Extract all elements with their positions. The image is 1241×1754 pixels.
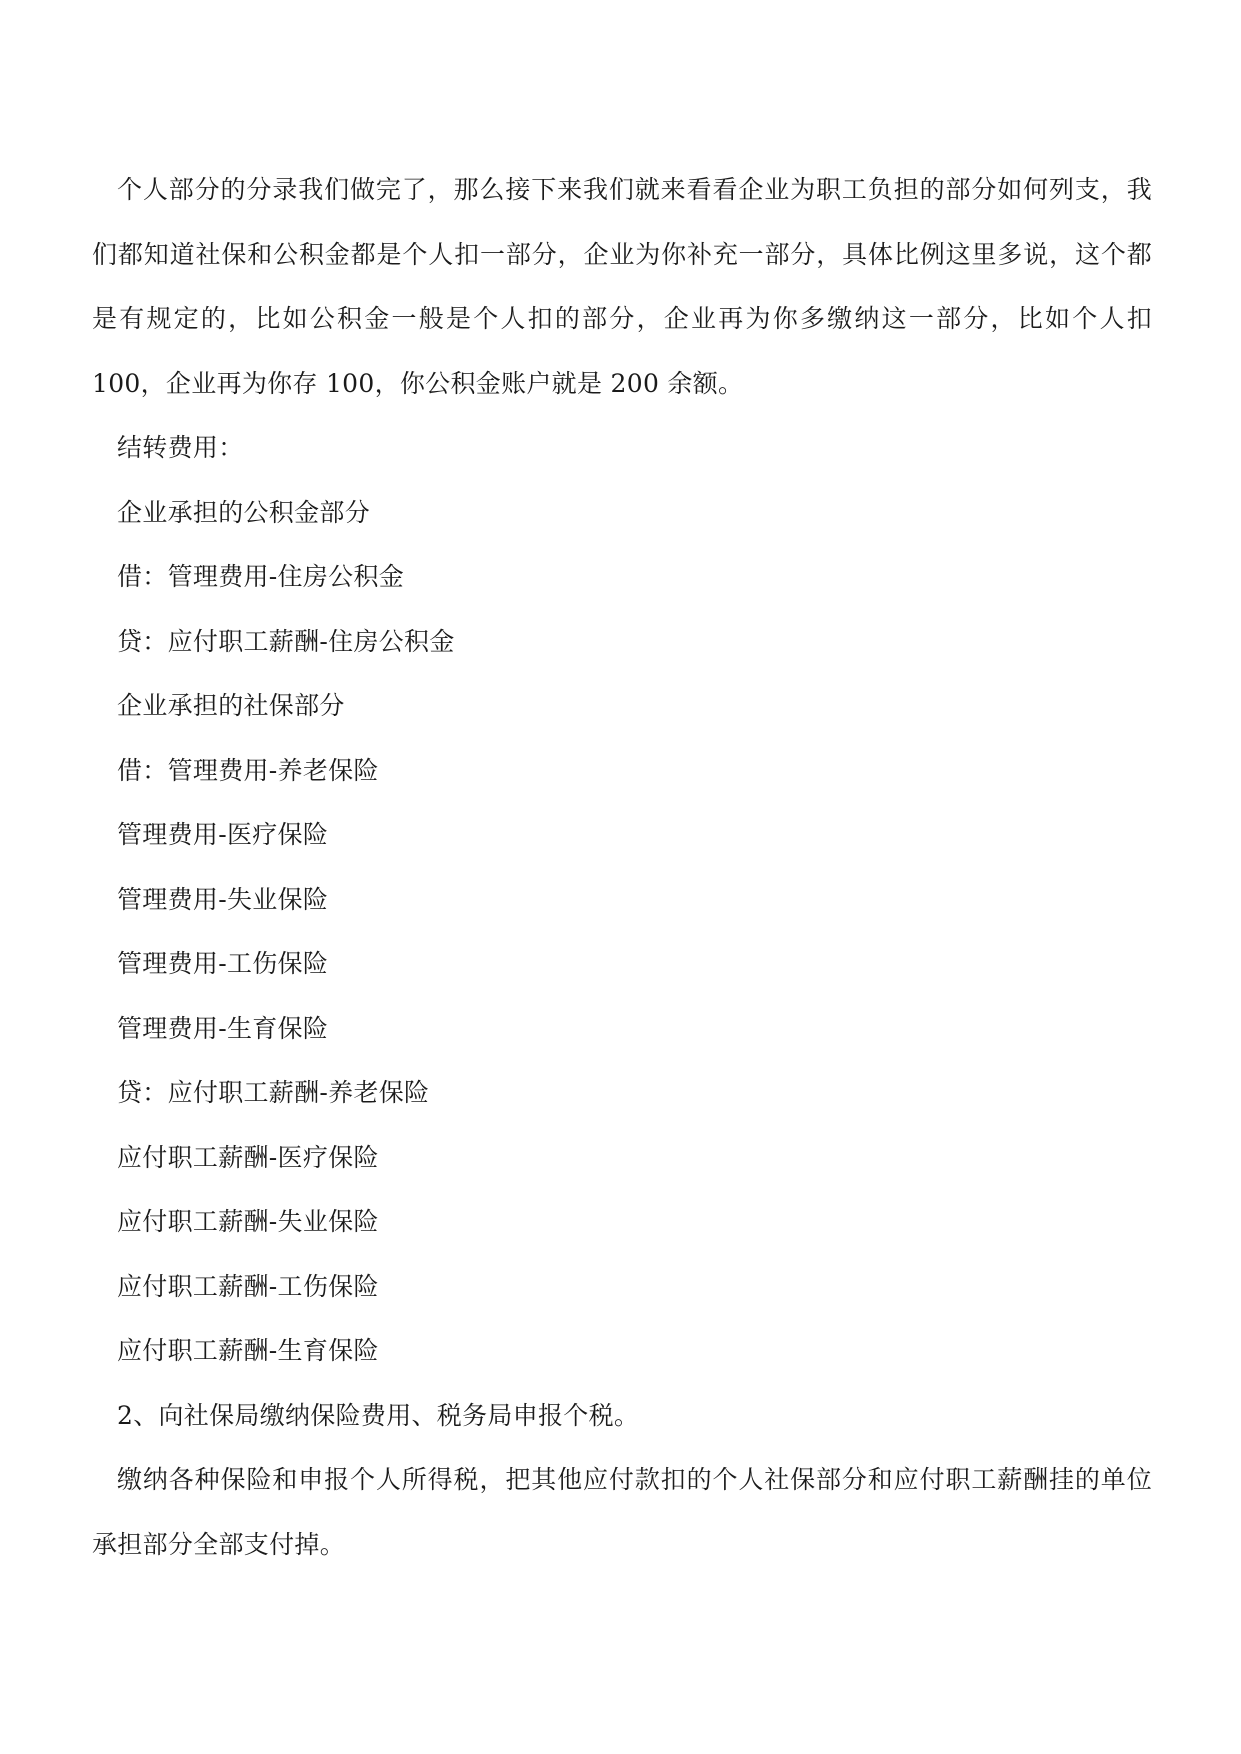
entry-debit-injury: 管理费用-工伤保险 <box>117 949 329 978</box>
entry-credit-medical: 应付职工薪酬-医疗保险 <box>117 1142 379 1172</box>
entry-credit-housing-fund: 贷：应付职工薪酬-住房公积金 <box>117 626 455 656</box>
entry-credit-pension: 贷：应付职工薪酬-养老保险 <box>117 1078 430 1107</box>
entry-debit-medical: 管理费用-医疗保险 <box>117 820 329 849</box>
entry-credit-maternity: 应付职工薪酬-生育保险 <box>117 1336 379 1365</box>
document-page <box>92 158 1152 1577</box>
heading-transfer-expenses: 结转费用： <box>117 433 244 462</box>
subheading-social-insurance: 企业承担的社保部分 <box>117 691 345 720</box>
section-heading-payment: 2、向社保局缴纳保险费用、税务局申报个税。 <box>117 1400 640 1430</box>
final-paragraph: 缴纳各种保险和申报个人所得税，把其他应付款扣的个人社保部分和应付职工薪酬挂的单位承担部分全部支付掉。 <box>92 1465 1152 1559</box>
subheading-housing-fund: 企业承担的公积金部分 <box>117 497 371 527</box>
entry-debit-maternity: 管理费用-生育保险 <box>117 1013 329 1043</box>
entry-debit-pension: 借：管理费用-养老保险 <box>117 755 379 785</box>
entry-debit-unemployment: 管理费用-失业保险 <box>117 884 329 914</box>
entry-credit-unemployment: 应付职工薪酬-失业保险 <box>117 1207 379 1236</box>
entry-credit-injury: 应付职工薪酬-工伤保险 <box>117 1271 379 1301</box>
intro-paragraph: 个人部分的分录我们做完了，那么接下来我们就来看看企业为职工负担的部分如何列支，我们都知道社保和公积金都是个人扣一部分，企业为你补充一部分，具体比例这里多说，这个都是有规定的，比如公积金一般是个人扣的部分，企业再为你多缴纳这一部分，比如个人扣 100，企业再为你存 100，你公积金账户就是 200 余额。 <box>92 175 1152 398</box>
entry-debit-housing-fund: 借：管理费用-住房公积金 <box>117 562 405 591</box>
